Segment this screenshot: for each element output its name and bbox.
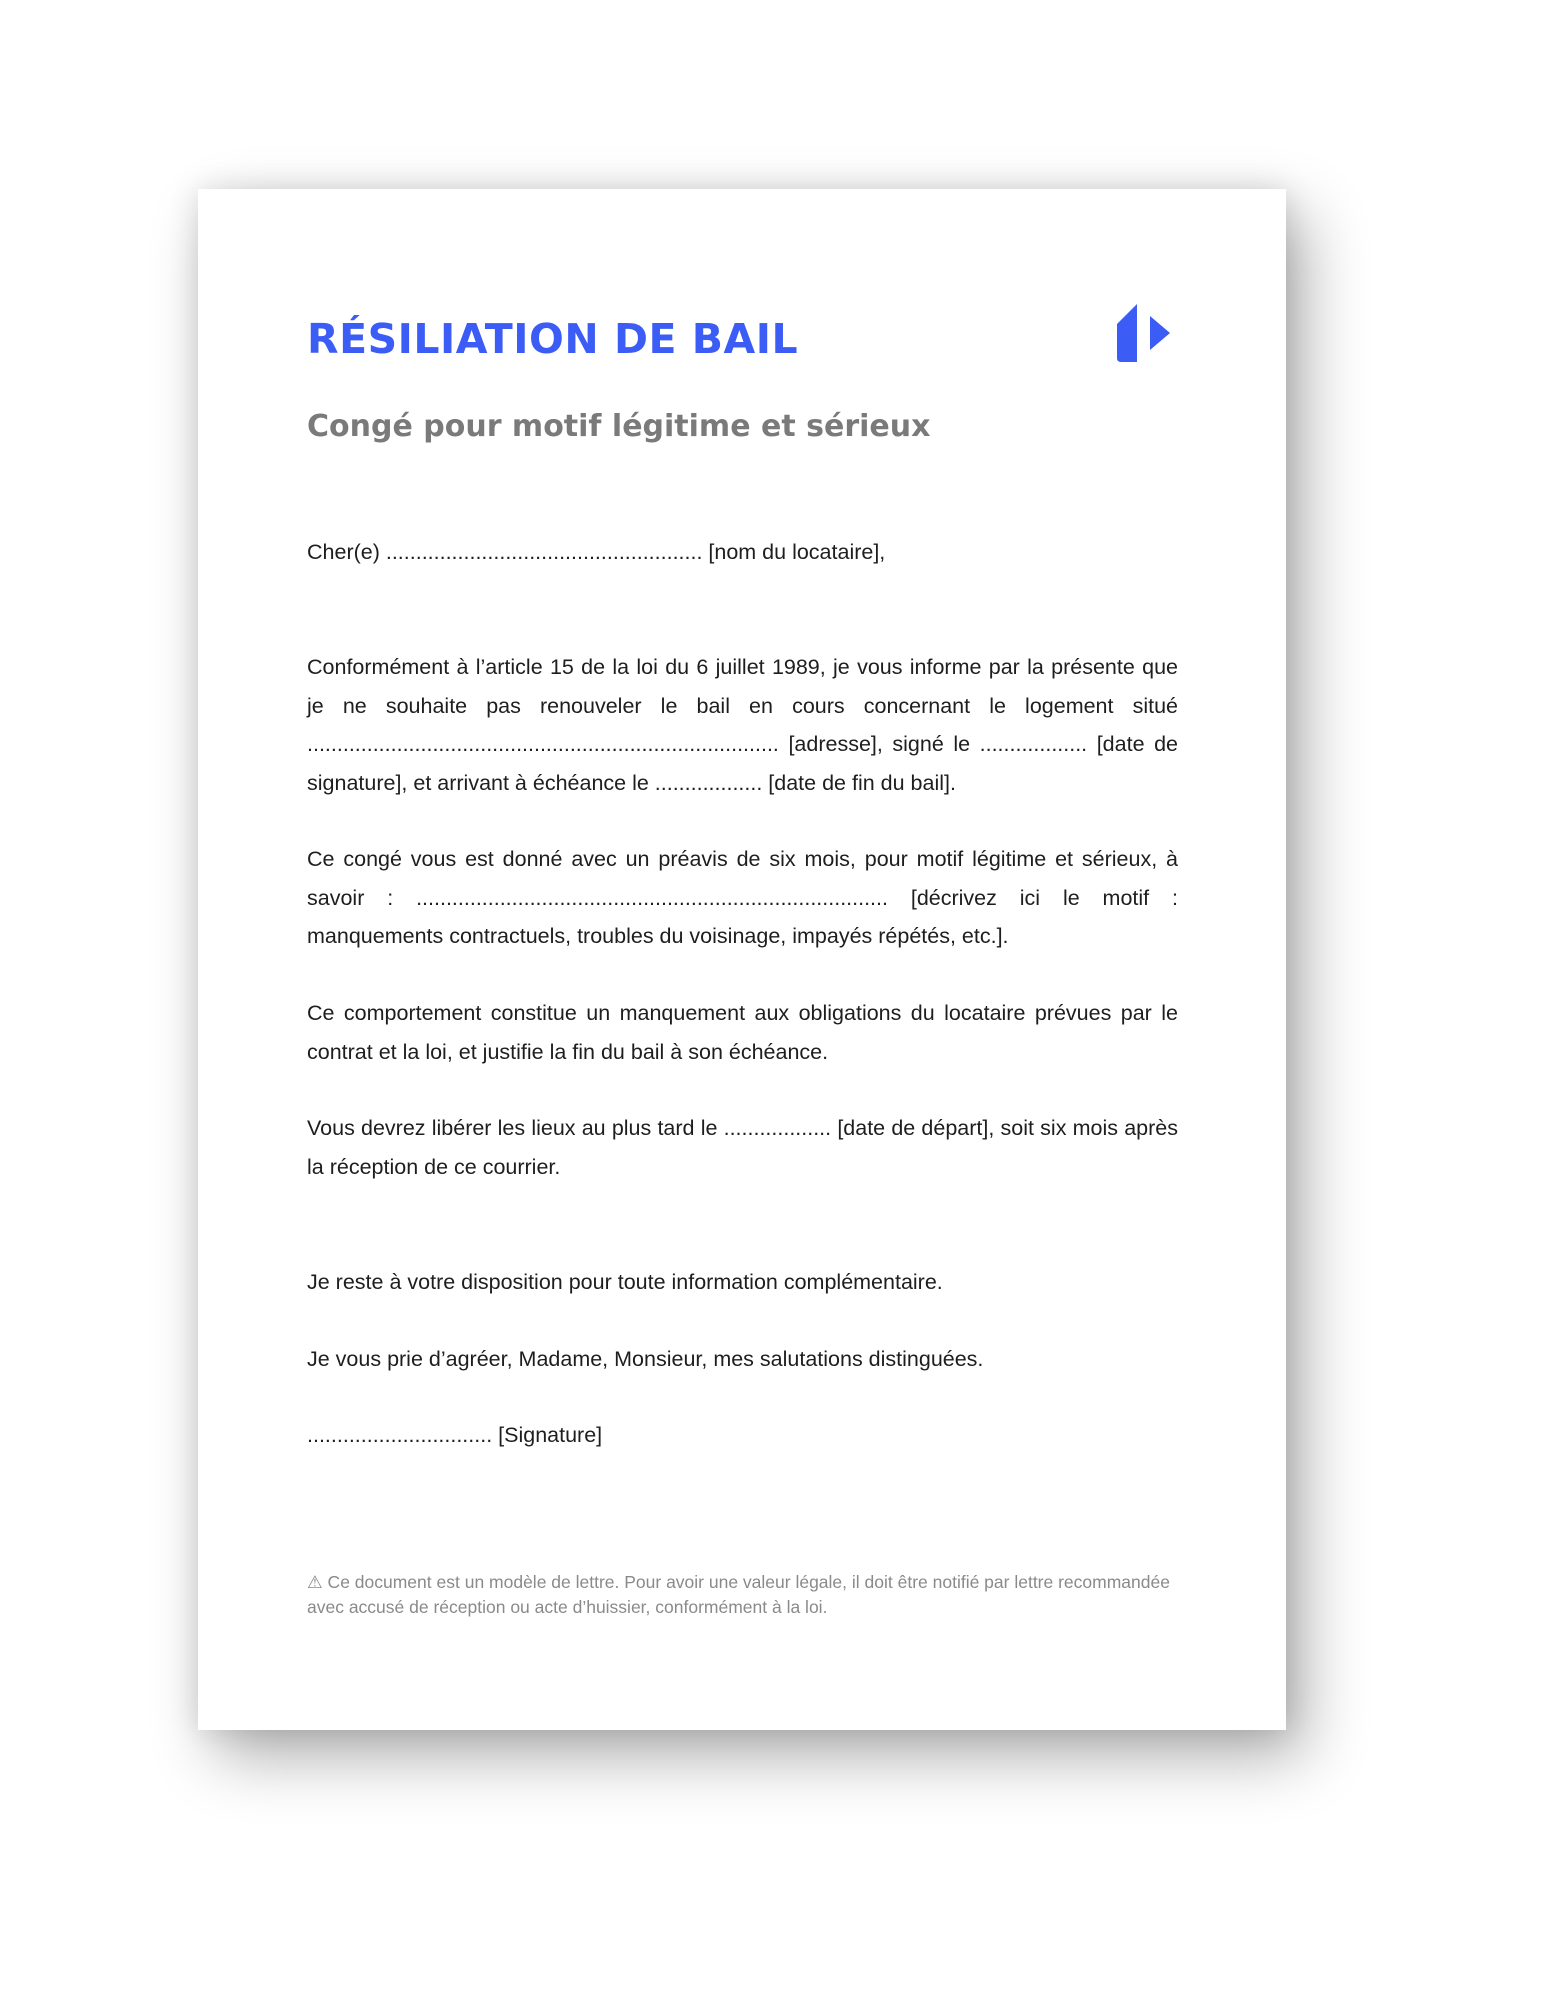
salutation: Cher(e) ..................................................... [nom du locataire],: [307, 540, 886, 564]
paragraph-legal-notice: Conformément à l’article 15 de la loi du 6 juillet 1989, je vous informe par la présente que je ne souhaite pas renouveler le bail en cours concernant le logement situé ............................................................................... [adresse], signé le .................. [date de signature], et arrivant à échéance le .................. [date de fin du bail].: [307, 655, 1178, 795]
document-title: RÉSILIATION DE BAIL: [307, 315, 799, 363]
paragraph-breach: Ce comportement constitue un manquement aux obligations du locataire prévues par le contrat et la loi, et justifie la fin du bail à son échéance.: [307, 1001, 1178, 1064]
paragraph-departure: Vous devrez libérer les lieux au plus tard le .................. [date de départ], soit six mois après la réception de ce courrier.: [307, 1116, 1178, 1179]
closing-availability: Je reste à votre disposition pour toute information complémentaire.: [307, 1270, 943, 1294]
signature-line: ............................... [Signature]: [307, 1423, 603, 1447]
closing-greeting: Je vous prie d’agréer, Madame, Monsieur, mes salutations distinguées.: [307, 1347, 984, 1371]
house-arrow-logo-icon: [1113, 302, 1173, 364]
paragraph-notice-reason: Ce congé vous est donné avec un préavis de six mois, pour motif légitime et sérieux, à savoir : ............................................................................... [décrivez ici le motif : manquements contractuels, troubles du voisinage, impayés répétés, etc.].: [307, 847, 1178, 948]
legal-disclaimer: ⚠ Ce document est un modèle de lettre. Pour avoir une valeur légale, il doit être notifié par lettre recommandée avec accusé de réception ou acte d’huissier, conformément à la loi.: [307, 1572, 1170, 1617]
letter-page: [198, 189, 1286, 1730]
document-subtitle: Congé pour motif légitime et sérieux: [307, 409, 931, 444]
